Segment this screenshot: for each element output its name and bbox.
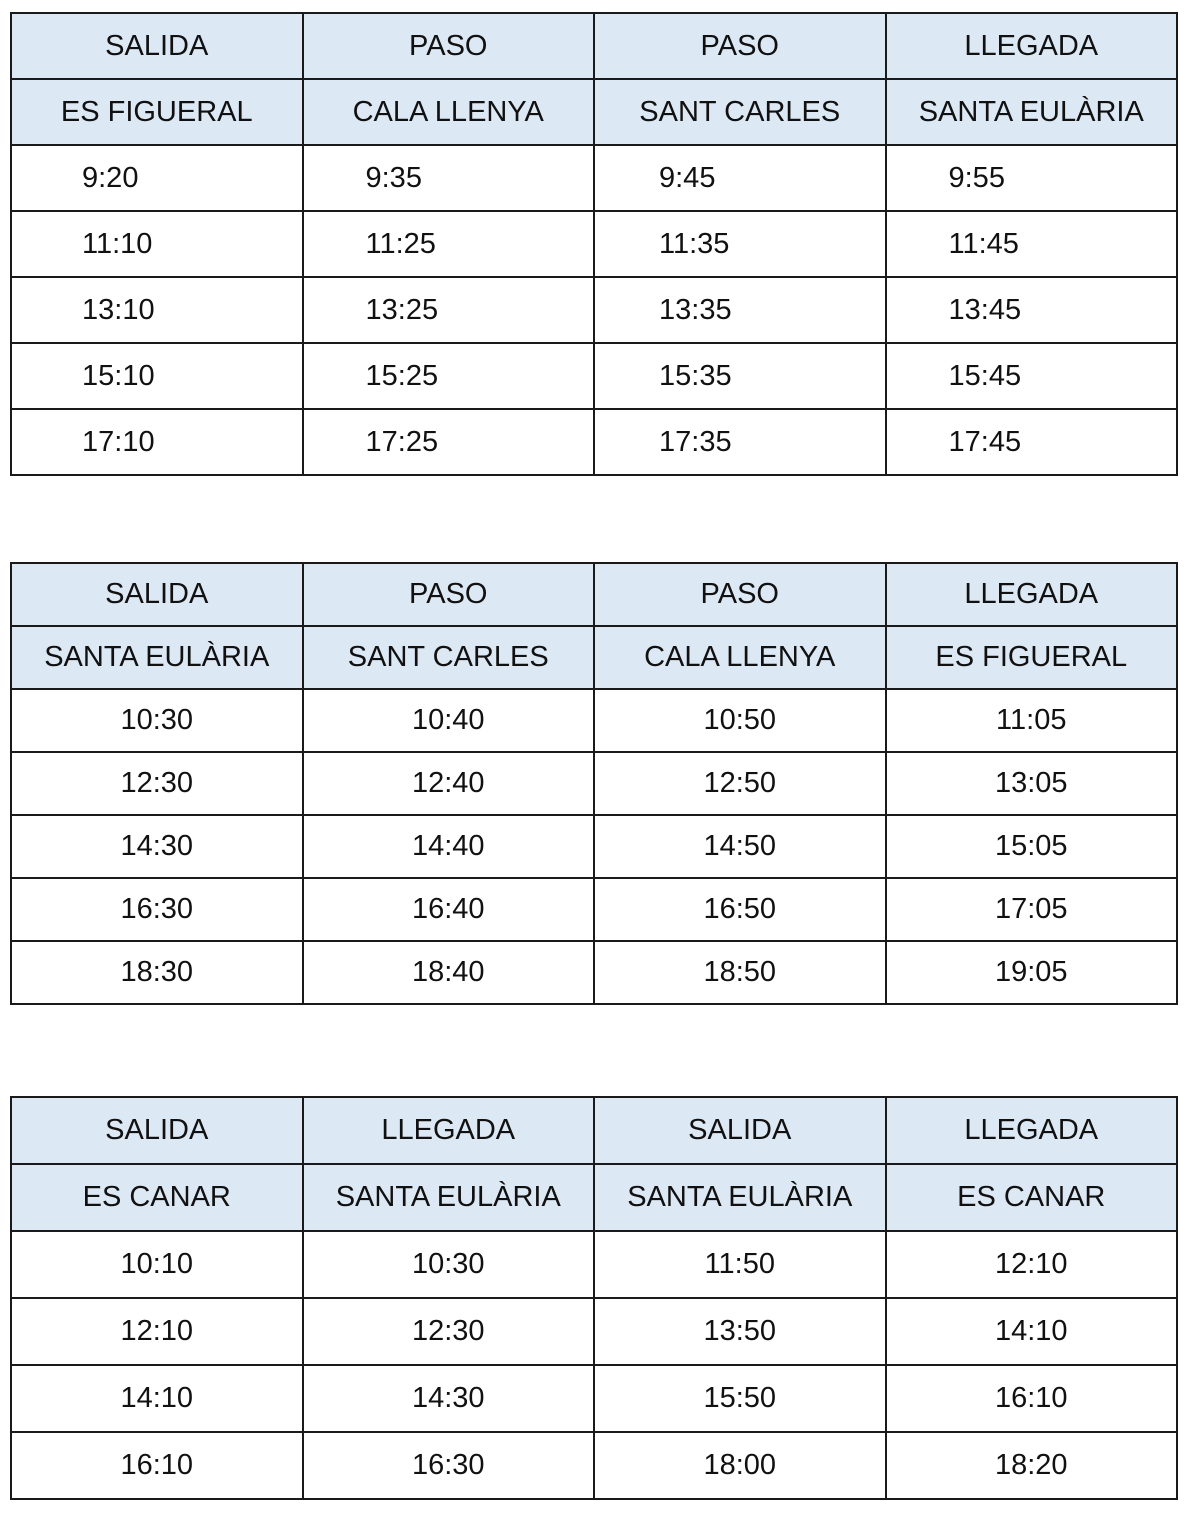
time-cell: 10:50 [594,689,886,752]
time-cell: 16:50 [594,878,886,941]
time-cell: 14:40 [303,815,595,878]
schedule-table-santa-eularia-to-figueral [10,562,1178,1005]
time-cell: 12:10 [11,1298,303,1365]
table-row [11,1365,1177,1432]
header-cell: SALIDA [11,563,303,626]
time-cell: 15:50 [594,1365,886,1432]
table-header-type-row [11,1097,1177,1164]
table-row [11,211,1177,277]
schedule-table-figueral-to-santa-eularia [10,12,1178,476]
header-cell: SANTA EULÀRIA [303,1164,595,1231]
header-cell: PASO [303,13,595,79]
time-cell: 18:20 [886,1432,1178,1499]
header-cell: CALA LLENYA [594,626,886,689]
header-cell: SALIDA [594,1097,886,1164]
time-cell: 16:40 [303,878,595,941]
time-cell: 14:30 [303,1365,595,1432]
header-cell: CALA LLENYA [303,79,595,145]
time-cell: 15:45 [886,343,1178,409]
table-row [11,941,1177,1004]
time-cell: 14:10 [11,1365,303,1432]
header-cell: LLEGADA [886,563,1178,626]
time-cell: 17:45 [886,409,1178,475]
header-cell: SANTA EULÀRIA [594,1164,886,1231]
time-cell: 9:20 [11,145,303,211]
time-cell: 11:50 [594,1231,886,1298]
table-header-type-row [11,563,1177,626]
time-cell: 15:35 [594,343,886,409]
time-cell: 17:35 [594,409,886,475]
time-cell: 16:30 [303,1432,595,1499]
table-row [11,752,1177,815]
time-cell: 9:45 [594,145,886,211]
time-cell: 13:05 [886,752,1178,815]
table-header-type-row [11,13,1177,79]
time-cell: 9:55 [886,145,1178,211]
table-row [11,878,1177,941]
time-cell: 13:45 [886,277,1178,343]
header-cell: SANTA EULÀRIA [886,79,1178,145]
time-cell: 10:40 [303,689,595,752]
time-cell: 12:30 [11,752,303,815]
time-cell: 18:30 [11,941,303,1004]
table-row [11,689,1177,752]
time-cell: 9:35 [303,145,595,211]
time-cell: 19:05 [886,941,1178,1004]
table-row [11,1231,1177,1298]
header-cell: SANT CARLES [594,79,886,145]
table-row [11,145,1177,211]
table-header-stop-row [11,1164,1177,1231]
table-row [11,409,1177,475]
header-cell: LLEGADA [303,1097,595,1164]
time-cell: 10:10 [11,1231,303,1298]
time-cell: 15:25 [303,343,595,409]
table-header-stop-row [11,79,1177,145]
header-cell: PASO [594,13,886,79]
header-cell: SANT CARLES [303,626,595,689]
table-row [11,1298,1177,1365]
header-cell: SALIDA [11,1097,303,1164]
time-cell: 14:30 [11,815,303,878]
time-cell: 13:35 [594,277,886,343]
header-cell: PASO [303,563,595,626]
time-cell: 12:30 [303,1298,595,1365]
time-cell: 11:05 [886,689,1178,752]
time-cell: 17:25 [303,409,595,475]
table-row [11,277,1177,343]
time-cell: 15:05 [886,815,1178,878]
table-header-stop-row [11,626,1177,689]
time-cell: 11:10 [11,211,303,277]
time-cell: 17:10 [11,409,303,475]
time-cell: 18:40 [303,941,595,1004]
time-cell: 18:50 [594,941,886,1004]
time-cell: 17:05 [886,878,1178,941]
time-cell: 11:45 [886,211,1178,277]
time-cell: 11:35 [594,211,886,277]
table-row [11,1432,1177,1499]
header-cell: LLEGADA [886,13,1178,79]
time-cell: 11:25 [303,211,595,277]
time-cell: 16:10 [886,1365,1178,1432]
header-cell: LLEGADA [886,1097,1178,1164]
time-cell: 13:50 [594,1298,886,1365]
time-cell: 12:40 [303,752,595,815]
time-cell: 12:50 [594,752,886,815]
time-cell: 10:30 [303,1231,595,1298]
header-cell: ES CANAR [886,1164,1178,1231]
header-cell: SANTA EULÀRIA [11,626,303,689]
time-cell: 14:50 [594,815,886,878]
table-row [11,343,1177,409]
time-cell: 18:00 [594,1432,886,1499]
time-cell: 13:10 [11,277,303,343]
time-cell: 13:25 [303,277,595,343]
header-cell: PASO [594,563,886,626]
time-cell: 12:10 [886,1231,1178,1298]
time-cell: 16:30 [11,878,303,941]
header-cell: ES FIGUERAL [11,79,303,145]
schedule-table-es-canar [10,1096,1178,1500]
time-cell: 10:30 [11,689,303,752]
header-cell: ES FIGUERAL [886,626,1178,689]
time-cell: 14:10 [886,1298,1178,1365]
header-cell: ES CANAR [11,1164,303,1231]
header-cell: SALIDA [11,13,303,79]
time-cell: 15:10 [11,343,303,409]
table-row [11,815,1177,878]
time-cell: 16:10 [11,1432,303,1499]
